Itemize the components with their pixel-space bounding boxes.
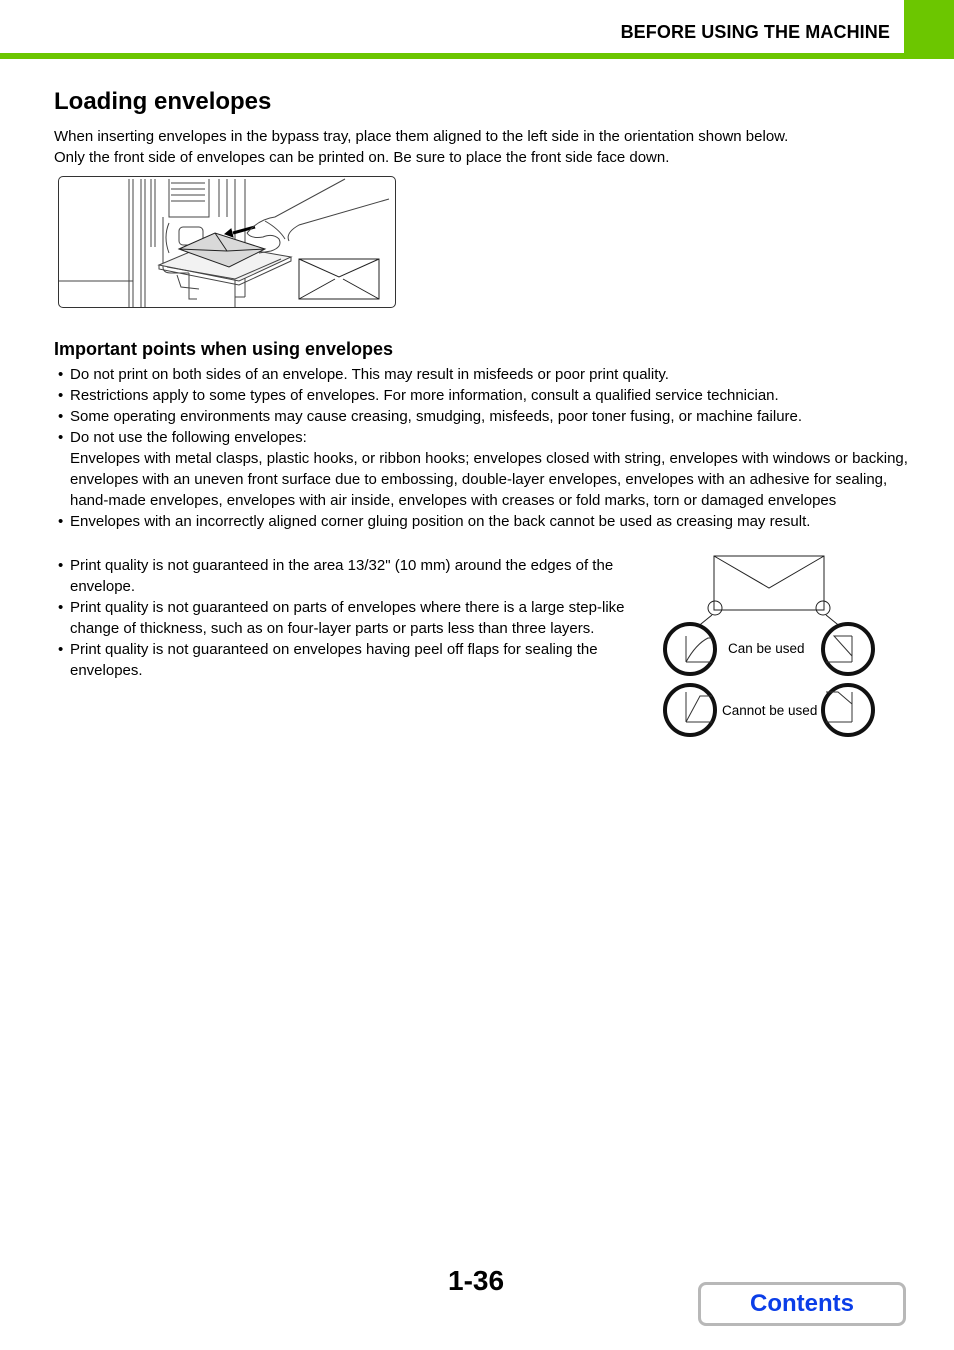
bypass-tray-drawing <box>59 177 396 308</box>
intro-line: Only the front side of envelopes can be printed on. Be sure to place the front side face down. <box>54 149 670 166</box>
list-item: • Restrictions apply to some types of envelopes. For more information, consult a qualified service technician. <box>58 385 908 406</box>
list-item: • Some operating environments may cause creasing, smudging, misfeeds, poor toner fusing, or machine failure. <box>58 406 908 427</box>
page-number: 1-36 <box>448 1265 505 1296</box>
list-item: • Envelopes with an incorrectly aligned corner gluing position on the back cannot be used as creasing may result. <box>58 511 908 532</box>
bypass-tray-illustration <box>58 176 396 308</box>
intro-paragraph <box>54 126 788 168</box>
list-item: • Print quality is not guaranteed on parts of envelopes where there is a large step-like change of thickness, such as on four-layer parts or parts less than three layers. <box>58 597 638 639</box>
header-green-tab <box>904 0 954 56</box>
page-title: Loading envelopes <box>54 88 272 115</box>
list-item: • Do not print on both sides of an envelope. This may result in misfeeds or poor print quality. <box>58 364 908 385</box>
can-be-used-label: Can be used <box>728 641 805 656</box>
list-item: • Print quality is not guaranteed in the area 13/32" (10 mm) around the edges of the envelope. <box>58 555 638 597</box>
list-item: • Do not use the following envelopes: Envelopes with metal clasps, plastic hooks, or ribbon hooks; envelopes closed with string, envelopes with windows or backing, envelopes with an uneven front surface due to embossing, double-layer envelopes, envelopes with an adhesive for sealing, hand-made envelopes, envelopes with air inside, envelopes with creases or fold marks, torn or damaged envelopes <box>58 427 908 511</box>
envelope-corner-figure <box>662 552 878 742</box>
important-points-list <box>58 364 908 532</box>
cannot-be-used-label: Cannot be used <box>722 703 818 718</box>
section-header-title: BEFORE USING THE MACHINE <box>620 22 890 42</box>
print-quality-list <box>58 555 638 681</box>
important-points-heading: Important points when using envelopes <box>54 339 394 359</box>
intro-line: When inserting envelopes in the bypass tray, place them aligned to the left side in the orientation shown below. <box>54 128 789 145</box>
list-item: • Print quality is not guaranteed on envelopes having peel off flaps for sealing the envelopes. <box>58 639 638 681</box>
header-rule <box>0 53 954 59</box>
contents-button[interactable]: Contents <box>698 1282 906 1326</box>
